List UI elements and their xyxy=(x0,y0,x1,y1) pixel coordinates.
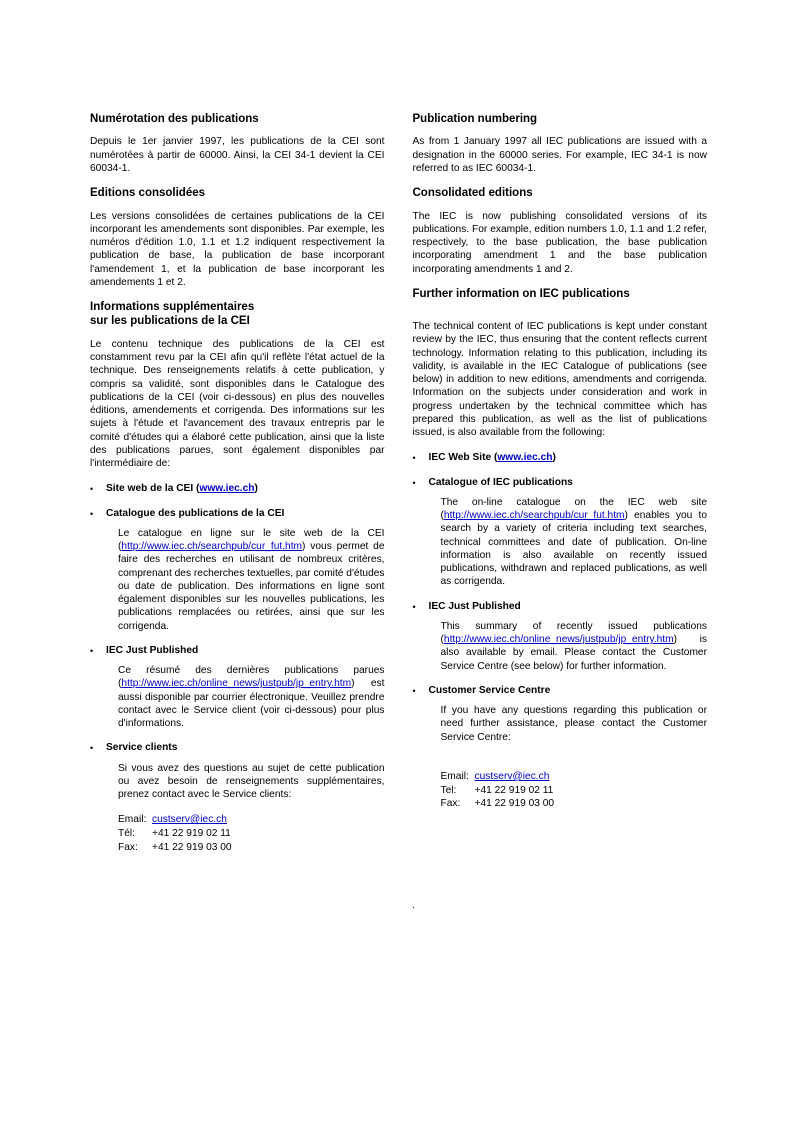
link-justpub-en[interactable]: http://www.iec.ch/online_news/justpub/jp_entry.htm xyxy=(443,634,674,646)
list-item xyxy=(413,451,708,464)
bullet-label-prefix: IEC Web Site ( xyxy=(428,452,498,464)
bullet-body-service-clients-fr: Si vous avez des questions au sujet de cette publication ou avez besoin de renseignements supplémentaires, prenez contact avec le Service clients: xyxy=(118,762,385,800)
bullet-icon: • xyxy=(90,508,94,519)
contact-email-label-en: Email: xyxy=(440,770,469,782)
bullet-label-catalogue-fr: Catalogue des publications de la CEI xyxy=(106,507,285,519)
bullet-icon: • xyxy=(90,645,94,656)
body-prefix: Le catalogue en ligne sur le site web de la CEI ( xyxy=(118,527,385,552)
contact-fax-row-fr xyxy=(118,841,385,855)
heading-publication-numbering-en: Publication numbering xyxy=(412,113,538,125)
contact-email-label-fr: Email: xyxy=(118,814,147,826)
bullet-label-prefix: Site web de la CEI ( xyxy=(106,483,200,495)
heading-consolidated-editions-en: Consolidated editions xyxy=(412,187,533,200)
bullet-icon: • xyxy=(412,453,416,464)
bullet-label-customer-service-en: Customer Service Centre xyxy=(428,684,551,696)
bullet-label-suffix: ) xyxy=(254,483,258,495)
page-footer-mark: . xyxy=(412,900,415,911)
bullet-body-customer-service-en: If you have any questions regarding this publication or need further assistance, please contact the Customer Service Centre: xyxy=(440,705,707,743)
list-item xyxy=(413,476,708,489)
link-searchpub-en[interactable]: http://www.iec.ch/searchpub/cur_fut.htm xyxy=(443,510,625,522)
link-searchpub-fr[interactable]: http://www.iec.ch/searchpub/cur_fut.htm xyxy=(121,541,303,552)
bullet-label-service-clients-fr: Service clients xyxy=(106,742,178,754)
paragraph-publication-numbering-en: As from 1 January 1997 all IEC publications are issued with a designation in the 60000 series. For example, IEC 34-1 is now referred to as IEC 60034-1. xyxy=(412,136,707,174)
list-item xyxy=(90,507,385,520)
contact-tel-label-fr: Tél: xyxy=(118,828,135,840)
paragraph-further-information-fr: Le contenu technique des publications de la CEI est constamment revu par la CEI afin qu'il reflète l'état actuel de la technique. Des renseignements relatifs à cette publication, y compris sa validité, sont disponibles dans le Catalogue des publications de la CEI (voir ci-dessous) en plus des nouvelles éditions, amendements et corrigenda. Des informations sur les sujets à l'étude et l'avancement des travaux entrepris par le comité d'études qui a élaboré cette publication, ainsi que la liste des publications parues, sont également disponibles par l'intermédiaire de: xyxy=(90,338,385,469)
heading-further-information-fr xyxy=(90,300,385,329)
contact-fax-row-en xyxy=(441,797,708,811)
link-email-custserv-en[interactable]: custserv@iec.ch xyxy=(474,770,550,782)
list-item xyxy=(90,482,385,495)
list-item xyxy=(413,684,708,697)
contact-fax-label-fr: Fax: xyxy=(118,841,138,853)
bullet-icon: • xyxy=(412,477,416,488)
list-item xyxy=(90,741,385,754)
contact-fax-label-en: Fax: xyxy=(440,798,461,810)
heading-further-information-fr-line1: Informations supplémentaires xyxy=(90,301,255,313)
link-iec-site-en[interactable]: www.iec.ch xyxy=(497,452,553,464)
body-suffix: ) est aussi disponible par courrier électronique. Veuillez prendre contact avec le Service client (voir ci-dessous) pour plus d'informations. xyxy=(118,678,385,729)
link-iec-site-fr[interactable]: www.iec.ch xyxy=(199,483,255,495)
body-prefix: Ce résumé des dernières publications parues ( xyxy=(118,665,385,690)
list-item xyxy=(413,600,708,613)
bullet-label-suffix: ) xyxy=(552,452,556,464)
heading-publication-numbering-fr: Numérotation des publications xyxy=(90,113,259,125)
paragraph-publication-numbering-fr: Depuis le 1er janvier 1997, les publications de la CEI sont numérotées à partir de 60000. Ainsi, la CEI 34-1 devient la CEI 60034-1. xyxy=(90,136,385,174)
paragraph-further-information-en: The technical content of IEC publications is kept under constant review by the IEC, thus ensuring that the content reflects current technology. Information relating to this publication, including its validity, is available in the IEC Catalogue of publications (see below) in addition to new editions, amendments and corrigenda. Information on the subjects under consideration and work in progress undertaken by the technical committee which has prepared this publication, as well as the list of publications issued, is also available from the following: xyxy=(412,321,707,439)
bullet-icon: • xyxy=(412,601,416,612)
bullet-icon: • xyxy=(90,743,94,754)
body-prefix: This summary of recently issued publications ( xyxy=(440,620,707,646)
bullet-label-web-site-en xyxy=(429,451,556,464)
contact-tel-value-en: +41 22 919 02 11 xyxy=(474,784,554,796)
body-suffix: ) is also available by email. Please contact the Customer Service Centre (see below) for further information. xyxy=(440,634,707,672)
list-item xyxy=(90,644,385,657)
heading-consolidated-editions-fr: Editions consolidées xyxy=(90,187,206,200)
bullet-label-site-web-fr xyxy=(106,482,258,495)
heading-further-information-fr-line2: sur les publications de la CEI xyxy=(90,315,250,328)
bullet-label-just-published-en: IEC Just Published xyxy=(428,600,521,612)
contact-tel-row-fr xyxy=(118,827,385,841)
bullet-body-just-published-fr xyxy=(118,664,385,730)
contact-block-fr xyxy=(118,813,385,854)
bullet-icon: • xyxy=(412,685,416,696)
contact-email-row-en xyxy=(441,770,708,784)
body-suffix: ) vous permet de faire des recherches en utilisant de nombreux critères, comprenant des recherches textuelles, par comité d'études ou date de publication. Des informations en ligne sont également disponibles sur les nouvelles publications, les publications remplacées ou retirées, ainsi que sur les corrigenda. xyxy=(118,541,385,632)
contact-tel-row-en xyxy=(441,784,708,798)
left-column-french xyxy=(90,112,385,855)
body-prefix: The on-line catalogue on the IEC web site ( xyxy=(440,496,707,522)
bullet-body-catalogue-en xyxy=(441,496,708,589)
link-justpub-fr[interactable]: http://www.iec.ch/online_news/justpub/jp_entry.htm xyxy=(121,678,352,690)
contact-tel-label-en: Tel: xyxy=(440,784,457,796)
contact-tel-value-fr: +41 22 919 02 11 xyxy=(152,828,231,840)
link-email-custserv-fr[interactable]: custserv@iec.ch xyxy=(152,814,227,826)
contact-block-en xyxy=(441,770,708,811)
heading-further-information-en: Further information on IEC publications xyxy=(412,287,630,300)
contact-email-row-fr xyxy=(118,813,385,827)
bullet-label-catalogue-en: Catalogue of IEC publications xyxy=(428,476,573,488)
paragraph-consolidated-editions-fr: Les versions consolidées de certaines publications de la CEI incorporant les amendements sont disponibles. Par exemple, les numéros d'édition 1.0, 1.1 et 1.2 indiquent respectivement la publication de base, la publication de base incorporant l'amendement 1, et la publication de base incorporant les amendements 1 et 2. xyxy=(90,210,385,288)
body-suffix: ) enables you to search by a variety of criteria including text searches, technical committees and date of publication. On-line information is also available on recently issued publications, withdrawn and replaced publications, as well as corrigenda. xyxy=(440,510,707,588)
bullet-icon: • xyxy=(90,484,94,495)
paragraph-consolidated-editions-en: The IEC is now publishing consolidated versions of its publications. For example, edition numbers 1.0, 1.1 and 1.2 refer, respectively, to the base publication, the base publication incorporating amendment 1 and the base publication incorporating amendments 1 and 2. xyxy=(412,210,707,275)
contact-fax-value-fr: +41 22 919 03 00 xyxy=(152,841,232,853)
bullet-body-just-published-en xyxy=(441,620,708,673)
bullet-body-catalogue-fr xyxy=(118,527,385,633)
right-column-english xyxy=(413,112,708,855)
two-column-layout xyxy=(90,112,707,855)
contact-fax-value-en: +41 22 919 03 00 xyxy=(474,798,555,810)
bullet-label-just-published-fr: IEC Just Published xyxy=(106,644,199,656)
